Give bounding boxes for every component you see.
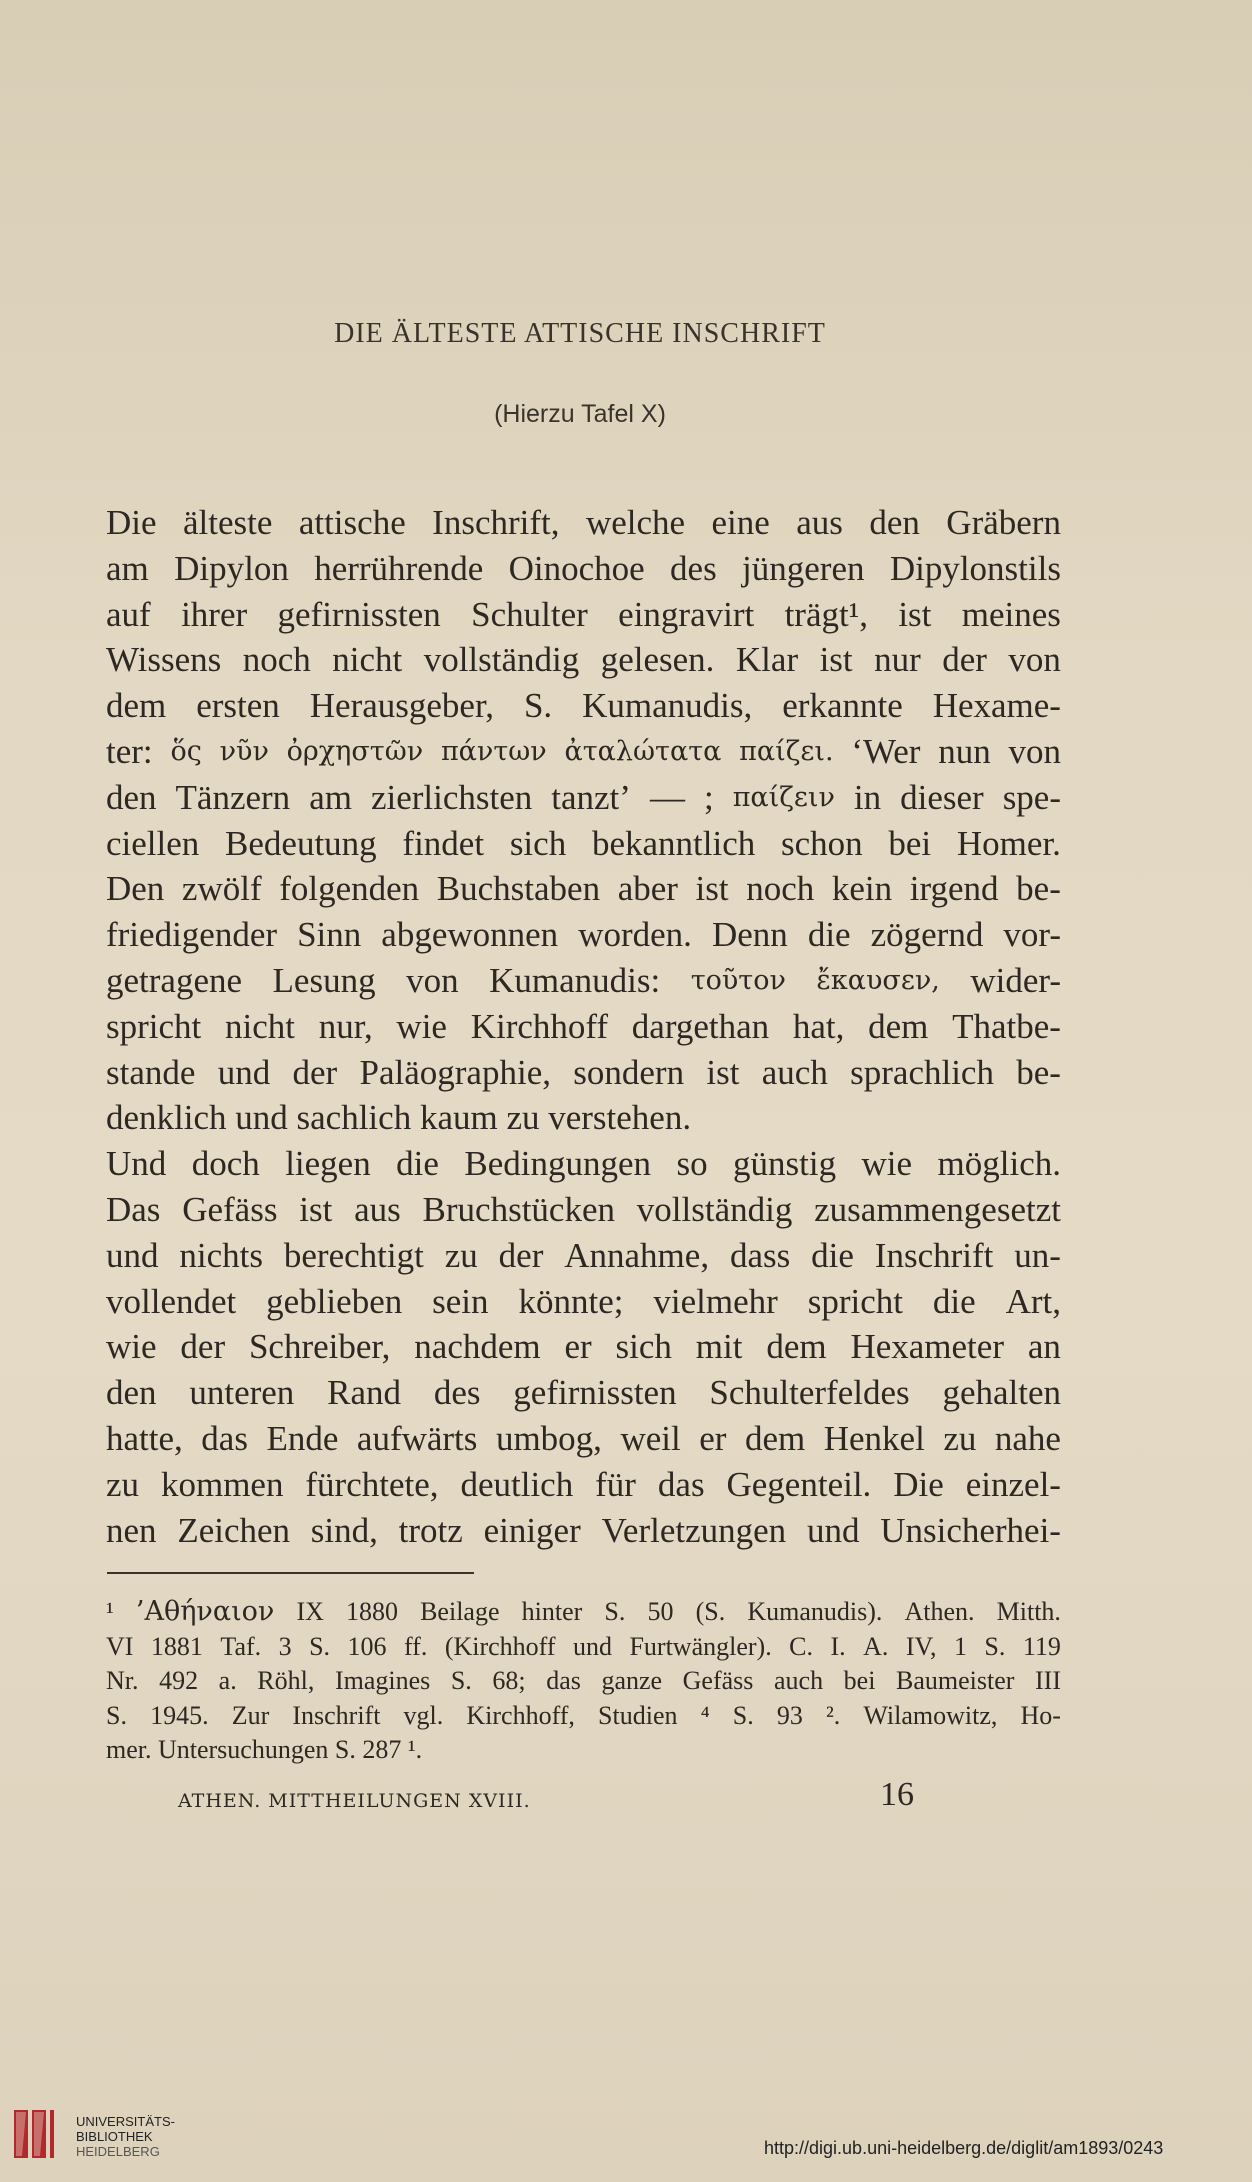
body-line: den Tänzern am zierlichsten tanzt’ — ; παίζειν in dieser spe- — [106, 777, 1061, 817]
body-line: ciellen Bedeutung findet sich bekanntlich schon bei Homer. — [106, 823, 1061, 863]
body-line: den unteren Rand des gefirnissten Schulterfeldes gehalten — [106, 1373, 1061, 1413]
article-title: DIE ÄLTESTE ATTISCHE INSCHRIFT — [334, 318, 826, 349]
footnote-line: ¹ ’Αθήναιον IX 1880 Beilage hinter S. 50 (S. Kumanudis). Athen. Mitth. — [106, 1596, 1061, 1627]
footnote-line: Nr. 492 a. Röhl, Imagines S. 68; das ganze Gefäss auch bei Baumeister III — [106, 1666, 1061, 1695]
body-line: denklich und sachlich kaum zu verstehen. — [106, 1098, 692, 1138]
library-logo-icon — [12, 2106, 72, 2162]
body-line: Den zwölf folgenden Buchstaben aber ist noch kein irgend be- — [106, 869, 1061, 909]
body-line: Die älteste attische Inschrift, welche eine aus den Gräbern — [106, 503, 1061, 542]
journal-signature: ATHEN. MITTHEILUNGEN XVIII. — [178, 1790, 531, 1812]
body-text — [106, 500, 1061, 1553]
library-name-line-3: HEIDELBERG — [76, 2144, 160, 2159]
body-line: spricht nicht nur, wie Kirchhoff dargethan hat, dem Thatbe- — [106, 1006, 1061, 1046]
footnote-line: S. 1945. Zur Inschrift vgl. Kirchhoff, Studien ⁴ S. 93 ². Wilamowitz, Ho- — [106, 1700, 1061, 1730]
body-line: wie der Schreiber, nachdem er sich mit dem Hexameter an — [106, 1327, 1061, 1367]
footnote-rule — [107, 1572, 474, 1574]
body-line: hatte, das Ende aufwärts umbog, weil er dem Henkel zu nahe — [106, 1418, 1061, 1458]
body-line: auf ihrer gefirnissten Schulter eingravirt trägt¹, ist meines — [106, 594, 1061, 634]
source-url[interactable]: http://digi.ub.uni-heidelberg.de/diglit/am1893/0243 — [764, 2138, 1164, 2158]
footnotes — [106, 1595, 1061, 1768]
body-line: dem ersten Herausgeber, S. Kumanudis, erkannte Hexame- — [106, 686, 1061, 726]
body-line: zu kommen fürchtete, deutlich für das Gegenteil. Die einzel- — [106, 1464, 1061, 1504]
footnote-line: mer. Untersuchungen S. 287 ¹. — [106, 1735, 423, 1764]
body-line: stande und der Paläographie, sondern ist auch sprachlich be- — [106, 1052, 1061, 1092]
footnote-line: VI 1881 Taf. 3 S. 106 ff. (Kirchhoff und Furtwängler). C. I. A. IV, 1 S. 119 — [106, 1631, 1061, 1661]
library-name-line-2: BIBLIOTHEK — [76, 2129, 153, 2144]
body-line: friedigender Sinn abgewonnen worden. Denn die zögernd vor- — [106, 915, 1061, 955]
body-line: getragene Lesung von Kumanudis: τοῦτον ἔκαυσεν, wider- — [106, 960, 1061, 1000]
body-line: nen Zeichen sind, trotz einiger Verletzungen und Unsicherhei- — [106, 1510, 1061, 1550]
body-line: ter: ὅς νῦν ὀρχηστῶν πάντων ἀταλώτατα παίζει. ‘Wer nun von — [106, 731, 1061, 771]
body-line: vollendet geblieben sein könnte; vielmehr spricht die Art, — [106, 1281, 1061, 1321]
article-subtitle: (Hierzu Tafel X) — [494, 400, 666, 428]
sheet-number: 16 — [880, 1776, 914, 1813]
body-line: am Dipylon herrührende Oinochoe des jüngeren Dipylonstils — [106, 548, 1061, 588]
body-line: Wissens noch nicht vollständig gelesen. Klar ist nur der von — [106, 640, 1061, 680]
body-line: und nichts berechtigt zu der Annahme, dass die Inschrift un- — [106, 1235, 1061, 1275]
body-line: Das Gefäss ist aus Bruchstücken vollständig zusammengesetzt — [106, 1189, 1061, 1229]
library-name-line-1: UNIVERSITÄTS- — [76, 2114, 175, 2129]
body-line: Und doch liegen die Bedingungen so günstig wie möglich. — [106, 1144, 1061, 1184]
library-name — [76, 2114, 175, 2159]
